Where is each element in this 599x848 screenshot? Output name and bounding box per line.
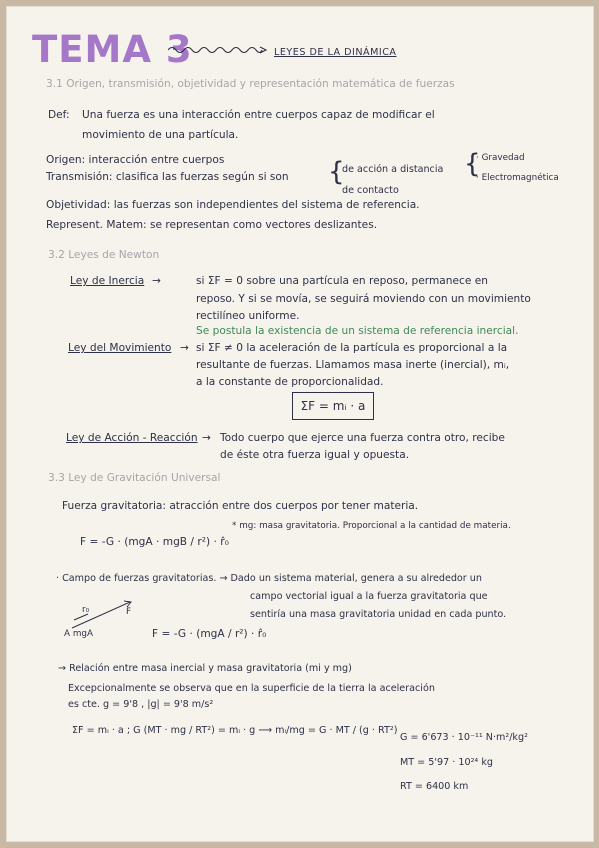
accion-line-2: de éste otra fuerza igual y opuesta. [220, 449, 410, 461]
transmision-line: Transmisión: clasifica las fuerzas según si son [46, 171, 289, 183]
inercia-line-2: reposo. Y si se movía, se seguirá moviendo con un movimiento [196, 293, 531, 305]
equation-chain: ΣF = mᵢ · a ; G (MT · mg / RT²) = mᵢ · g ⟶ mᵢ/mg = G · MT / (g · RT²) [72, 725, 398, 736]
diagram-r-label: r₀ [82, 605, 90, 615]
boxed-equation: ΣF = mᵢ · a [292, 392, 374, 420]
constant-g: G = 6'673 · 10⁻¹¹ N·m²/kg² [400, 732, 528, 743]
ley-movimiento-label: Ley del Movimiento [68, 342, 172, 354]
formula-campo: F = -G · (mgA / r²) · r̂₀ [152, 628, 267, 640]
arrow-icon: → [152, 275, 161, 287]
notebook-page [6, 6, 594, 842]
mg-note: * mg: masa gravitatoria. Proporcional a la cantidad de materia. [232, 521, 511, 531]
origen-line: Origen: interacción entre cuerpos [46, 154, 225, 166]
inercia-green-note: Se postula la existencia de un sistema de referencia inercial. [196, 325, 519, 337]
campo-line-1: · Campo de fuerzas gravitatorias. → Dado un sistema material, genera a su alrededor un [56, 573, 482, 584]
excepcional-line-1: Excepcionalmente se observa que en la superficie de la tierra la aceleración [68, 683, 435, 694]
excepcional-line-2: es cte. g = 9'8 , |g| = 9'8 m/s² [68, 699, 214, 710]
brace-icon: { [464, 149, 481, 179]
inercia-line-1: si ΣF = 0 sobre una partícula en reposo, permanece en [196, 275, 488, 287]
relacion-line: → Relación entre masa inercial y masa gravitatoria (mi y mg) [58, 663, 352, 674]
movimiento-line-3: a la constante de proporcionalidad. [196, 376, 384, 388]
ley-accion-reaccion-label: Ley de Acción - Reacción [66, 432, 198, 444]
diagram-f-label: F [126, 607, 132, 617]
accion-line-1: Todo cuerpo que ejerce una fuerza contra otro, recibe [220, 432, 505, 444]
de-accion-text: de acción a distancia [342, 164, 444, 175]
represent-line: Represent. Matem: se representan como vectores deslizantes. [46, 219, 378, 231]
campo-line-2: campo vectorial igual a la fuerza gravitatoria que [250, 591, 488, 602]
fuerza-gravitatoria-line: Fuerza gravitatoria: atracción entre dos cuerpos por tener materia. [62, 500, 419, 512]
de-contacto-text: de contacto [342, 185, 399, 196]
diagram-point-a: A mgA [64, 629, 93, 639]
section-3-1-heading: 3.1 Origen, transmisión, objetividad y representación matemática de fuerzas [46, 78, 455, 90]
ley-inercia-label: Ley de Inercia [70, 275, 145, 287]
wavy-arrow-icon [168, 44, 268, 56]
brace-icon: { [328, 157, 345, 187]
arrow-icon: → [180, 342, 189, 354]
objetividad-line: Objetividad: las fuerzas son independientes del sistema de referencia. [46, 199, 420, 211]
formula-gravitacion: F = -G · (mgA · mgB / r²) · r̂₀ [80, 536, 229, 548]
def-line-2: movimiento de una partícula. [82, 129, 239, 141]
def-line-1: Una fuerza es una interacción entre cuerpos capaz de modificar el [82, 109, 435, 121]
movimiento-line-2: resultante de fuerzas. Llamamos masa inerte (inercial), mᵢ, [196, 359, 510, 371]
arrow-icon: → [202, 432, 211, 444]
section-3-3-heading: 3.3 Ley de Gravitación Universal [48, 472, 221, 484]
inercia-line-3: rectilíneo uniforme. [196, 310, 300, 322]
movimiento-line-1: si ΣF ≠ 0 la aceleración de la partícula es proporcional a la [196, 342, 508, 354]
header-topic: LEYES DE LA DINÁMICA [274, 47, 397, 58]
electromagnetica-text: · Electromagnética [476, 173, 559, 183]
gravedad-text: · Gravedad [476, 153, 525, 163]
def-label: Def: [48, 109, 70, 121]
section-3-2-heading: 3.2 Leyes de Newton [48, 249, 160, 261]
campo-line-3: sentiría una masa gravitatoria unidad en cada punto. [250, 609, 507, 620]
page-title: TEMA 3 [32, 28, 193, 71]
constant-mt: MT = 5'97 · 10²⁴ kg [400, 757, 493, 768]
constant-rt: RT = 6400 km [400, 781, 469, 792]
